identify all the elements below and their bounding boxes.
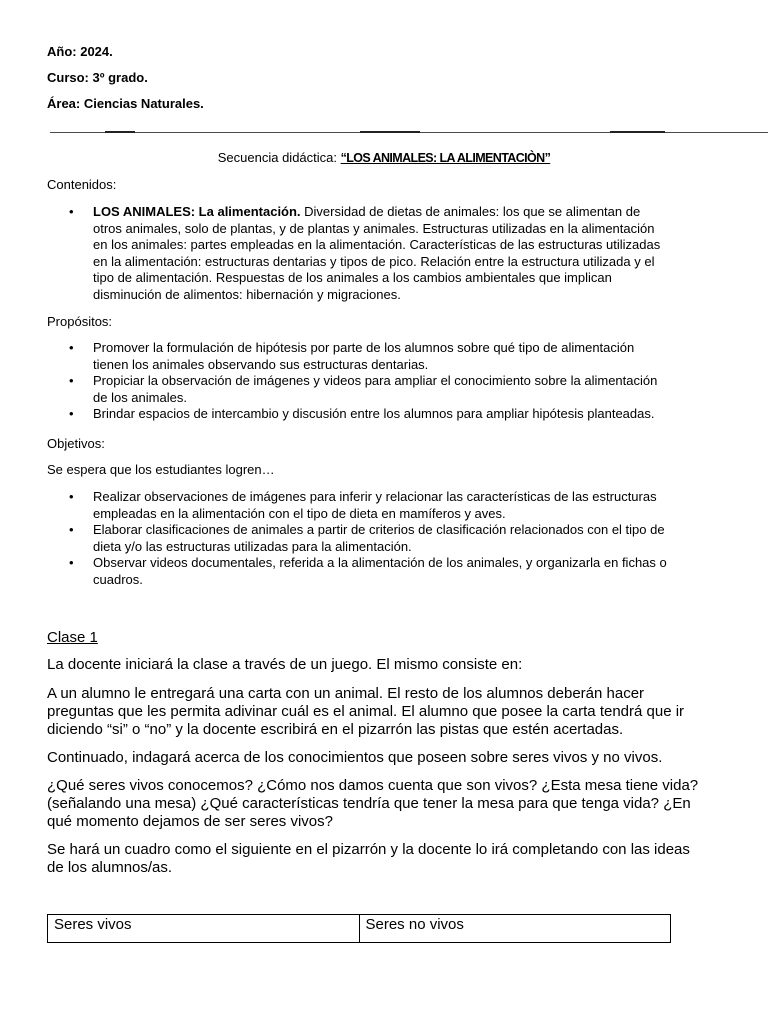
clase-title: Clase 1 [47,629,98,646]
paragraph-line: ¿Qué seres vivos conocemos? ¿Cómo nos damos cuenta que son vivos? ¿Esta mesa tiene vida? [47,777,699,794]
contenidos-list [47,204,727,304]
paragraph-line: Continuado, indagará acerca de los conocimientos que poseen sobre seres vivos y no vivos. [47,749,663,766]
contenidos-line: en los animales: partes empleadas en la alimentación. Características de las estructuras utilizadas [93,237,661,253]
header-area: Área: Ciencias Naturales. [47,96,204,111]
horizontal-rule [50,132,768,133]
bullet-icon: • [69,406,74,422]
table-header-cell: Seres vivos [48,915,360,943]
objetivos-line: cuadros. [93,571,143,587]
bullet-icon: • [69,204,74,219]
bullet-icon: • [69,489,74,504]
list-item [47,204,727,304]
sequence-title [0,150,768,166]
table-header-cell: Seres no vivos [359,915,671,943]
clase-paragraph-5 [47,841,737,877]
objetivos-line: Observar videos documentales, referida a la alimentación de los animales, y organizarla en fichas o [93,555,667,571]
bullet-icon: • [69,373,74,389]
propositos-line: Promover la formulación de hipótesis por parte de los alumnos sobre qué tipo de alimentación [93,340,635,355]
contenidos-line: otros animales, solo de plantas, y de plantas y animales. Estructuras utilizadas en la alimentación [93,220,655,236]
propositos-line: tienen los animales observando sus estructuras dentarias. [93,356,429,372]
clase-paragraph-4 [47,777,737,831]
list-item [47,340,727,373]
table-row [48,915,671,943]
objetivos-intro: Se espera que los estudiantes logren… [47,462,275,477]
contenidos-line: disminución de alimentos: hibernación y migraciones. [93,286,401,302]
contenidos-item-bold: LOS ANIMALES: La alimentación. [93,204,301,219]
paragraph-line: La docente iniciará la clase a través de un juego. El mismo consiste en: [47,656,523,673]
bullet-icon: • [69,522,74,538]
sequence-prefix: Secuencia didáctica: [217,150,341,165]
propositos-list [47,340,727,423]
objetivos-line: Elaborar clasificaciones de animales a partir de criterios de clasificación relacionados con el tipo de [93,522,665,538]
list-item [47,522,727,555]
clase-paragraph-3 [47,749,737,767]
contenidos-line: en la alimentación: estructuras dentarias y tipos de pico. Relación entre la estructura utilizada y el [93,253,655,269]
seres-vivos-table [47,914,671,943]
list-item [47,489,727,522]
paragraph-line: preguntas que les permita adivinar cuál es el animal. El alumno que posee la carta tendrá que ir [47,703,685,720]
list-item [47,406,727,423]
objetivos-line: Realizar observaciones de imágenes para inferir y relacionar las características de las estructuras [93,489,657,504]
paragraph-line: diciendo “si” o “no” y la docente escribirá en el pizarrón las pistas que estén acertadas. [47,721,624,738]
propositos-label: Propósitos: [47,314,113,329]
propositos-line: Propiciar la observación de imágenes y videos para ampliar el conocimiento sobre la alimentación [93,373,658,389]
clase-paragraph-1 [47,656,737,674]
list-item [47,555,727,588]
contenidos-line: Diversidad de dietas de animales: los que se alimentan de [300,204,641,219]
paragraph-line: qué momento dejamos de ser seres vivos? [47,813,333,830]
propositos-line: de los animales. [93,389,187,405]
paragraph-line: A un alumno le entregará una carta con un animal. El resto de los alumnos deberán hacer [47,685,645,702]
header-year: Año: 2024. [47,44,113,59]
paragraph-line: de los alumnos/as. [47,859,173,876]
objetivos-line: empleadas en la alimentación con el tipo de dieta en mamíferos y aves. [93,505,506,521]
bullet-icon: • [69,340,74,355]
objetivos-label: Objetivos: [47,436,105,451]
paragraph-line: (señalando una mesa) ¿Qué características tendría que tener la mesa para que tenga vida? ¿En [47,795,691,812]
sequence-name: “LOS ANIMALES: LA ALIMENTACIÒN” [340,151,551,165]
contenidos-line: tipo de alimentación. Respuestas de los animales a los cambios ambientales que implican [93,270,612,286]
contenidos-label: Contenidos: [47,177,117,192]
propositos-line: Brindar espacios de intercambio y discusión entre los alumnos para ampliar hipótesis planteadas. [93,406,655,422]
clase-paragraph-2 [47,685,737,739]
header-course: Curso: 3º grado. [47,70,148,85]
bullet-icon: • [69,555,74,571]
objetivos-list [47,489,727,589]
list-item [47,373,727,406]
paragraph-line: Se hará un cuadro como el siguiente en el pizarrón y la docente lo irá completando con las ideas [47,841,690,858]
objetivos-line: dieta y/o las estructuras utilizadas para la alimentación. [93,538,412,554]
